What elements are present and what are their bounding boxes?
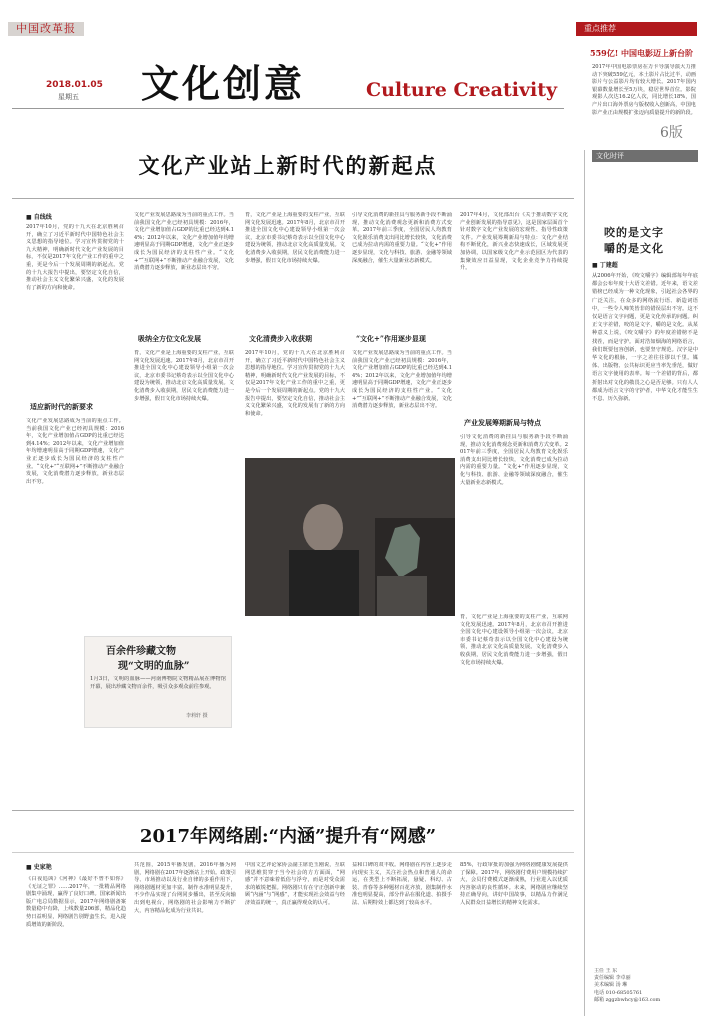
article2-top-rule — [12, 810, 574, 811]
article1-column-3 — [245, 212, 345, 456]
section-title-english: Culture Creativity — [366, 79, 558, 101]
article1-col5-more: 引导文化消费的新挂具与服务新手段不断涌现，推动文化消费观念更新和消费方式变革。2017年前三季度，全国居民人均教育文化娱乐消费支出同比增长较快，文化消费已成为拉动内需的重要力量。“文化+”作用逐步显现，文化与科技、旅游、金融等领域深度融合，催生大量新业态新模式。 — [460, 434, 568, 486]
photo-credit: 李莉轩 摄 — [186, 713, 208, 719]
article1-author: ■ 自线线 — [26, 214, 52, 221]
article1-col5-text: 2017年4月，文化部出台《关于推动数字文化产业创新发展的指导意见》，这是国家层面首个针对数字文化产业发展的宏观性、指导性政策文件。产业发展筹期新局与特点：文化产业结构不断优化，新兴业态快速成长，区域发展更加协调，以国家级文化产业示范园区为代表的集聚效应日益显现，文化企业竞争力持续提升。 — [460, 212, 568, 272]
column-title-line-1: 咬的是文字 — [604, 226, 664, 239]
editor-info: 主任 王 东 责任编辑 李卓丽 美术编辑 汤 琳 电话 010-68505761 邮箱 zggzbwhcy@163.com — [594, 968, 661, 1003]
photo-title-1: 百余件珍藏文物 — [106, 646, 176, 657]
article1-subhead-3: 文化清费步入收获期 — [249, 334, 312, 343]
article1-subhead-1: 适应新时代的新要求 — [30, 402, 93, 411]
article1-col1-more: 文化产业发展思路成为当前的重点工作。当前我国文化产业已经初具规模：2016年，文化产业增加值占GDP的比重已经达到4.14%；2012年以来，文化产业增加值年均增速明显高于同期GDP增速，文化产业正逐步成长为国民经济的支柱性产业。“文化+”“互联网+”不断推动产业融合发展，文化消费潜力逐步释放，新业态层出不穷。 — [26, 418, 124, 485]
column-author: ■ 丁建超 — [592, 262, 618, 269]
article2-headline-rule — [12, 852, 574, 853]
right-panel-header-label: 重点推荐 — [584, 24, 616, 33]
article1-col3-more: 2017年10月，党的十九大在北京胜利召开，确立了习近平新时代中国特色社会主义思想的指导地位。学习宣传贯彻党的十九大精神，明确新时代文化产业发展的目标，不仅是2017年文化产业工作的重中之重，更是今后一个发展周期的新起点。党的十九大报告中提出，要坚定文化自信，推动社会主义文化繁荣兴盛，文化的发展有了新的方向和使命。 — [245, 350, 345, 417]
article2-headline: 2017年网络剧:“内涵”提升有“网感” — [139, 826, 437, 847]
featured-headline: 559亿! 中国电影迈上新台阶 — [590, 48, 693, 58]
article1-subhead-5: 产业发展筹期新局与特点 — [464, 418, 541, 427]
newspaper-brand-stamp: 中国改革报 — [8, 22, 84, 36]
right-panel-header — [576, 22, 697, 36]
photo-scene — [245, 458, 455, 616]
article1-subhead-2: 吸纳全方位文化发展 — [138, 334, 201, 343]
article2-column-5: 85%，行政审批的加强为网络剧健康发展提供了保障。2017年，网络剧付费用户规模持续扩大，会员付费模式逐渐成熟，行业进入以优质内容驱动的良性循环。未来，网络剧应继续坚持正确导向，讲好中国故事，以精品力作满足人民群众日益增长的精神文化需求。 — [460, 862, 568, 906]
article1-column-1 — [26, 224, 124, 600]
column-header-label: 文化时评 — [596, 152, 624, 160]
section-title: 文化创意 — [141, 61, 306, 106]
article2-author: ■ 史家艳 — [26, 864, 52, 871]
photo-caption: 1月3日，文明的血脉——河南博物院文物精品展在博物馆开幕，展出珍藏文物百余件，吸引众多观众前往参观。 — [90, 676, 226, 690]
article2-column-2: 共范围，2015年播发剧，2016年播为网剧，网络剧在2017年逐渐站上开始。政策引导、市场推动以及行业自律的多重作用下，网络剧题材更加丰富，制作水准明显提升，不少作品实现了台网同步播出，甚至反向输出到电视台，网络剧的社会影响力不断扩大，内容精品化成为行业共识。 — [134, 862, 236, 914]
article2-column-3: 中国文艺评论家协会副主席范玉刚说，互联网思维贯穿于当今社会的方方面面，“网感”并不意味着低俗与浮夸，而是对受众需求的敏锐把握。网络剧只有在守正创新中兼顾“内涵”与“网感”，才能实现社会效益与经济效益的统一，真正赢得观众的认可。 — [245, 862, 345, 906]
issue-date: 2018.01.05 — [46, 80, 103, 90]
article1-col4-text: 引导文化消费的新挂具与服务新手段不断涌现，推动文化消费观念更新和消费方式变革。2017年前三季度，全国居民人均教育文化娱乐消费支出同比增长较快，文化消费已成为拉动内需的重要力量。“文化+”作用逐步显现，文化与科技、旅游、金融等领域深度融合，催生大量新业态新模式。 — [352, 212, 452, 264]
headline-rule — [12, 198, 574, 199]
article2-author-name: 史家艳 — [33, 864, 52, 871]
article1-col5-end: 育，文化产业是上海重要的支柱产业，互联网文化发展迅速。2017年8月，北京市召开推进全国文化中心建设领导小组第一次会议，北京市委书记蔡奇表示以全国文化中心建设为统领，推动北京文化高质量发展。文化清费步入收获期，居民文化消费能力进一步增强，假日文化市场持续火爆。 — [460, 614, 568, 666]
masthead-rule — [12, 108, 564, 109]
issue-weekday: 星期五 — [58, 93, 79, 101]
main-headline: 文化产业站上新时代的新起点 — [138, 153, 438, 178]
page-number: 6版 — [660, 125, 683, 141]
article1-col2-text: 文化产业发展思路成为当前的重点工作。当前我国文化产业已经初具规模：2016年，文化产业增加值占GDP的比重已经达到4.14%；2012年以来，文化产业增加值年均增速明显高于同期GDP增速，文化产业正逐步成长为国民经济的支柱性产业。“文化+”“互联网+”不断推动产业融合发展，文化消费潜力逐步释放，新业态层出不穷。 — [134, 212, 234, 272]
article1-col4-more: 文化产业发展思路成为当前的重点工作。当前我国文化产业已经初具规模：2016年，文化产业增加值占GDP的比重已经达到4.14%；2012年以来，文化产业增加值年均增速明显高于同期GDP增速，文化产业正逐步成长为国民经济的支柱性产业。“文化+”“互联网+”不断推动产业融合发展，文化消费潜力逐步释放，新业态层出不穷。 — [352, 350, 452, 410]
article2-column-1: 《白夜追凶》《河神》《最好不曾不如你》《无证之罪》……2017年，一批精品网络剧集中涌现，赢得了良好口碑。国家新闻出版广电总局数据显示，2017年网络剧备案数量稳中有降，上线数量206部，精品化趋势日益明显，网络剧告别野蛮生长，进入提质增效的新阶段。 — [26, 876, 126, 928]
column-body: 从2006年开始，《咬文嚼字》编辑部每年年底都会公布年度十大语文差错。近年来，语文差错榜已经成为一种文化现象，引起社会各界的广泛关注。在众多的网络流行语、新造词语中，一些令人啼笑皆非的错误层出不穷。这不仅是语言文字问题，更是文化传承的问题。纠正文字差错，咬的是文字，嚼的是文化。从某种意义上说，《咬文嚼字》的年度差错榜不是找茬，而是守护。面对浩如烟海的网络语言，我们既要包容创新，也要坚守规范。汉字是中华文化的根脉，一字之差往往谬以千里。媒体、出版物、公共标识更应当率先垂范，做好语言文字使用的表率。每一个差错的背后，都折射出对文化的敬畏之心是否足够。只有人人都成为语言文字的守护者，中华文化才能生生不息、历久弥新。 — [592, 273, 698, 403]
article1-col3-text: 育，文化产业是上海重要的支柱产业，互联网文化发展迅速。2017年8月，北京市召开推进全国文化中心建设领导小组第一次会议，北京市委书记蔡奇表示以全国文化中心建设为统领，推动北京文化高质量发展。文化清费步入收获期，居民文化消费能力进一步增强，假日文化市场持续火爆。 — [245, 212, 345, 264]
column-header — [592, 150, 698, 162]
article1-col2-more: 育，文化产业是上海重要的支柱产业，互联网文化发展迅速。2017年8月，北京市召开推进全国文化中心建设领导小组第一次会议，北京市委书记蔡奇表示以全国文化中心建设为统领，推动北京文化高质量发展。文化清费步入收获期，居民文化消费能力进一步增强，假日文化市场持续火爆。 — [134, 350, 234, 402]
article1-author-name: 自线线 — [33, 214, 52, 221]
article1-subhead-4: “文化+”作用逐步显现 — [356, 334, 426, 343]
article1-column-5 — [460, 212, 568, 810]
article2-column-4: 益和口碑的双丰收。网络剧在内容上逐步走向现实主义，关注社会热点和普通人的命运，在类型上不断拓展，悬疑、科幻、古装、青春等多种题材百花齐放，剧集制作水准也明显提高，部分作品在服化道、拍摄手法、后期特效上都达到了较高水平。 — [352, 862, 452, 906]
right-panel-divider — [584, 150, 585, 1016]
featured-body: 2017年中国电影票房在万卡导演导演大力推动下突破559亿元，本土影片占比过半，动画影片与公益影片均有较大增长。2017年国内银幕数量增长至5万块，稳居世界首位。影院观影人次达16.2亿人次，同比增长18%，国产片出口海外票房与版权收入创新高，中国电影产业正由规模扩张迈向质量提升的新阶段。 — [592, 64, 696, 116]
column-author-name: 丁建超 — [599, 262, 618, 269]
photo-title-2: 现“文明的血脉” — [118, 661, 190, 672]
column-title-line-2: 嚼的是文化 — [604, 242, 664, 255]
news-photo — [245, 458, 455, 616]
article1-col1-text: 2017年10月，党的十九大在北京胜利召开，确立了习近平新时代中国特色社会主义思想的指导地位。学习宣传贯彻党的十九大精神，明确新时代文化产业发展的目标，不仅是2017年文化产业工作的重中之重，更是今后一个发展周期的新起点。党的十九大报告中提出，要坚定文化自信，推动社会主义文化繁荣兴盛，文化的发展有了新的方向和使命。 — [26, 224, 124, 291]
article1-column-2 — [134, 212, 234, 612]
article1-column-4 — [352, 212, 452, 456]
